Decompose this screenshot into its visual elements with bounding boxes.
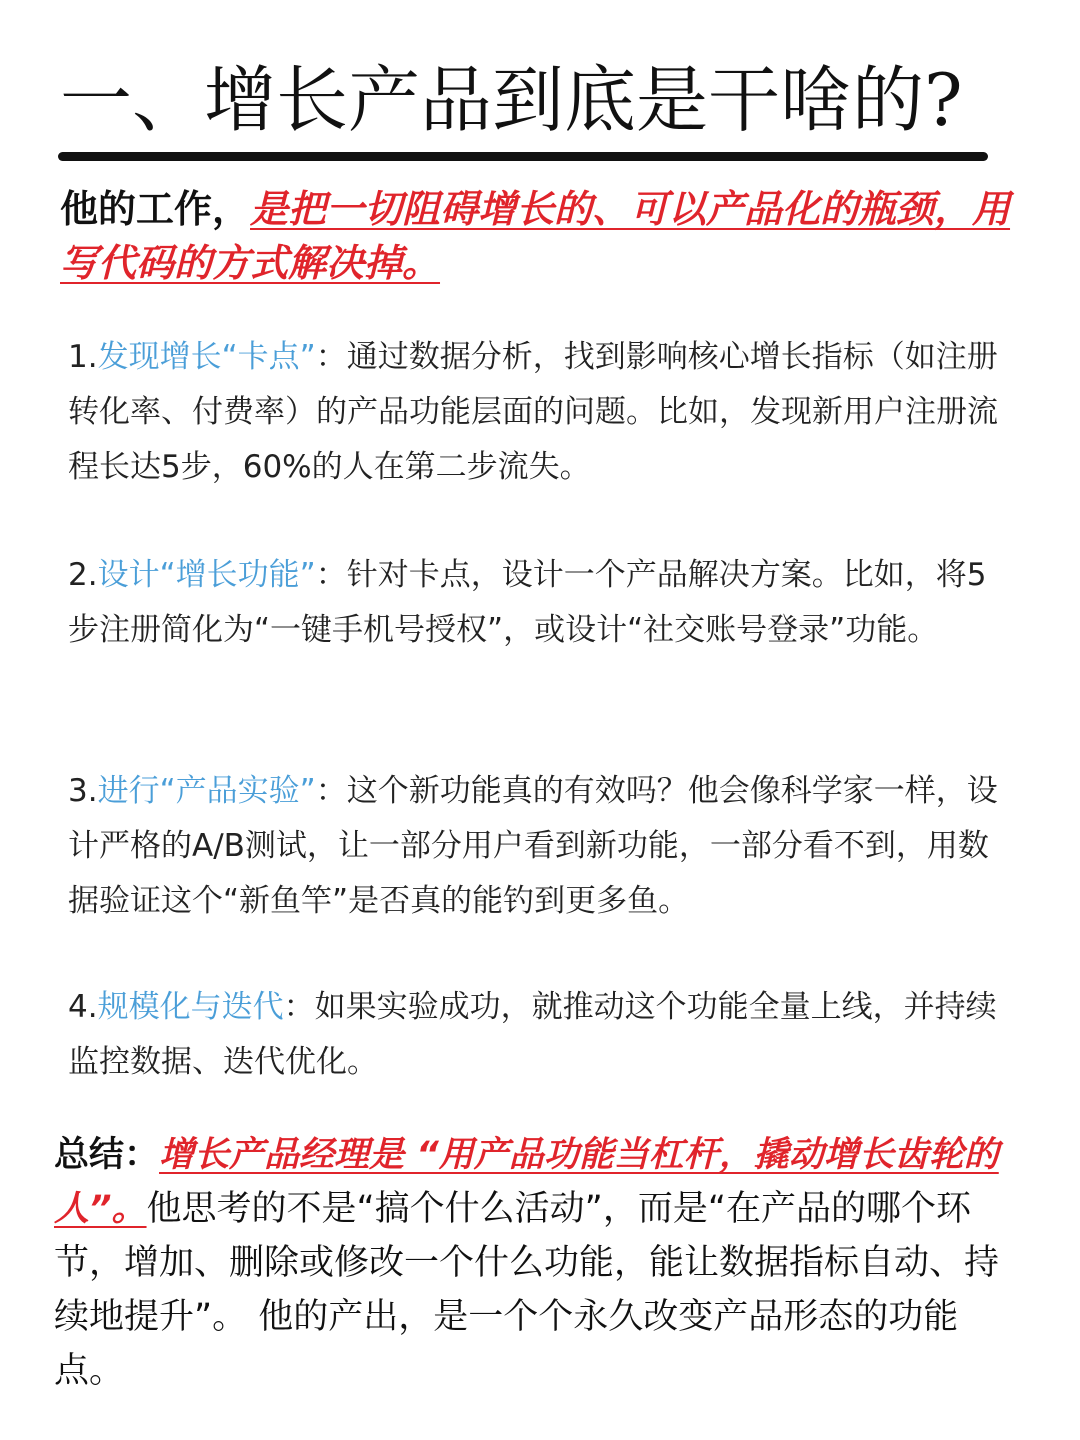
step-item bbox=[68, 980, 998, 1090]
step-separator: ： bbox=[283, 989, 315, 1025]
intro-paragraph bbox=[60, 182, 1030, 290]
step-body: 如果实验成功，就推动这个功能全量上线，并持续监控数据、迭代优化。 bbox=[68, 989, 997, 1080]
summary-label: 总结： bbox=[54, 1135, 160, 1175]
intro-lead: 他的工作， bbox=[60, 187, 251, 231]
step-separator: ： bbox=[315, 557, 347, 593]
summary-paragraph bbox=[54, 1128, 1014, 1398]
step-heading: 发现增长“卡点” bbox=[97, 339, 316, 375]
step-number: 1. bbox=[68, 339, 98, 375]
step-heading: 进行“产品实验” bbox=[97, 773, 316, 809]
title-underline-divider bbox=[58, 152, 988, 161]
step-heading: 规模化与迭代 bbox=[97, 989, 284, 1025]
step-heading: 设计“增长功能” bbox=[97, 557, 316, 593]
step-body: 这个新功能真的有效吗？他会像科学家一样，设计严格的A/B测试，让一部分用户看到新功能，一部分看不到，用数据验证这个“新鱼竿”是否真的能钓到更多鱼。 bbox=[68, 773, 998, 919]
step-item bbox=[68, 548, 998, 658]
summary-body: 他思考的不是“搞个什么活动”，而是“在产品的哪个环节，增加、删除或修改一个什么功能，能让数据指标自动、持续地提升”。 他的产出，是一个个永久改变产品形态的功能点。 bbox=[54, 1189, 1000, 1391]
step-separator: ： bbox=[315, 773, 347, 809]
step-number: 3. bbox=[68, 773, 98, 809]
step-body: 针对卡点，设计一个产品解决方案。比如，将5步注册简化为“一键手机号授权”，或设计“社交账号登录”功能。 bbox=[68, 557, 987, 648]
step-number: 2. bbox=[68, 557, 98, 593]
step-number: 4. bbox=[68, 989, 98, 1025]
step-separator: ： bbox=[315, 339, 347, 375]
summary-highlight: 增长产品经理是 “用产品功能当杠杆，撬动增长齿轮的人”。 bbox=[54, 1135, 999, 1229]
page-title: 一、增长产品到底是干啥的? bbox=[60, 58, 963, 142]
step-item bbox=[68, 330, 998, 495]
step-body: 通过数据分析，找到影响核心增长指标（如注册转化率、付费率）的产品功能层面的问题。比如，发现新用户注册流程长达5步，60%的人在第二步流失。 bbox=[68, 339, 998, 485]
step-item bbox=[68, 764, 998, 929]
intro-highlight: 是把一切阻碍增长的、可以产品化的瓶颈，用写代码的方式解决掉。 bbox=[60, 187, 1011, 285]
